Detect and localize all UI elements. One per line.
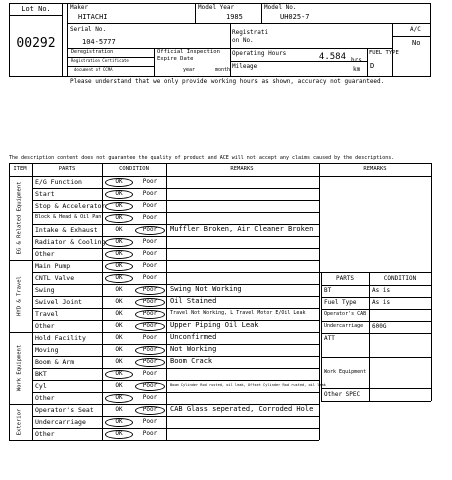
parts-column-border	[102, 163, 103, 440]
rule-line	[67, 23, 431, 24]
row-line	[32, 200, 319, 201]
condition-ok: OK	[115, 406, 123, 413]
poor-circle-mark	[135, 286, 165, 295]
condition-ok: OK	[115, 346, 123, 353]
side-header-line	[321, 285, 431, 286]
condition-poor: Poor	[142, 202, 158, 209]
year-label: year	[183, 67, 196, 73]
lot-no-value: 00292	[16, 36, 56, 51]
part-name: Intake & Exhaust	[35, 225, 98, 234]
remarks-header-line	[319, 176, 431, 177]
remark-text: Travel Not Working, L Travel Motor E/Oil Leak	[170, 310, 306, 316]
header-item: ITEM	[13, 166, 27, 172]
row-line	[32, 212, 319, 213]
condition-poor: Poor	[142, 310, 158, 317]
inspection-label: Official Inspection	[157, 49, 220, 55]
side-row-line	[321, 297, 431, 298]
row-line	[32, 308, 319, 309]
part-name: Main Pump	[35, 261, 71, 270]
group-label: HYD & Travel	[16, 276, 23, 316]
part-name: Block & Head & Oil Pan	[35, 213, 102, 220]
registration-label-cont: on No.	[232, 37, 254, 44]
condition-ok: OK	[115, 190, 123, 197]
part-name: Undercarriage	[35, 417, 86, 426]
side-part-name: Work Equipment	[324, 368, 367, 375]
row-line	[32, 428, 319, 429]
working-hours-notice: Please understand that we only provide working hours as shown, accuracy not guaranteed.	[70, 78, 385, 85]
ok-circle-mark	[105, 418, 133, 427]
part-name: Moving	[35, 345, 59, 354]
fuel-type-label: FUEL TYPE	[369, 50, 399, 56]
ok-circle-mark	[105, 274, 133, 283]
rule-line	[392, 36, 431, 37]
side-part-name: Other SPEC	[324, 390, 361, 398]
table-left-border	[9, 163, 10, 440]
row-line	[32, 272, 319, 273]
side-row-line	[321, 401, 431, 402]
side-part-name: Operator's CAB	[324, 311, 367, 317]
ok-circle-mark	[105, 250, 133, 259]
condition-ok: OK	[115, 370, 123, 377]
rule-line	[230, 23, 231, 77]
poor-circle-mark	[135, 322, 165, 331]
poor-circle-mark	[135, 310, 165, 319]
lot-label-divider	[9, 15, 63, 16]
condition-ok: OK	[115, 226, 123, 233]
condition-ok: OK	[115, 418, 123, 425]
ac-value: No	[412, 39, 421, 47]
part-name: Hold Facility	[35, 333, 86, 342]
condition-ok: OK	[115, 238, 123, 245]
part-name: Operator's Seat	[35, 405, 94, 414]
condition-poor: Poor	[142, 250, 158, 257]
condition-ok: OK	[115, 202, 123, 209]
quality-disclaimer: The description content does not guarantee the quality of product and ACE will not accept any claims caused by the descriptions.	[9, 155, 395, 161]
side-row-line	[321, 357, 431, 358]
group-label: Work Equipment	[16, 344, 23, 392]
rule-line	[230, 61, 367, 62]
right-remarks-border	[431, 163, 432, 272]
poor-circle-mark	[135, 226, 165, 235]
condition-ok: OK	[115, 286, 123, 293]
condition-poor: Poor	[142, 394, 158, 401]
condition-poor: Poor	[142, 346, 158, 353]
condition-ok: OK	[115, 382, 123, 389]
part-name: Other	[35, 321, 55, 330]
part-name: Travel	[35, 309, 59, 318]
condition-poor: Poor	[142, 238, 158, 245]
side-condition-value: 600G	[372, 323, 387, 330]
side-right-border	[431, 272, 432, 401]
condition-poor: Poor	[142, 322, 158, 329]
condition-poor: Poor	[142, 262, 158, 269]
row-line	[32, 392, 319, 393]
header-condition: CONDITION	[119, 166, 149, 172]
condition-poor: Poor	[142, 178, 158, 185]
model-no-label: Model No.	[264, 4, 297, 11]
model-year-label: Model Year	[198, 4, 235, 11]
ok-circle-mark	[105, 394, 133, 403]
table-header-line	[9, 176, 319, 177]
condition-poor: Poor	[142, 370, 158, 377]
group-label: Exterior	[16, 408, 23, 436]
km-unit: km	[353, 66, 361, 73]
part-name: E/G Function	[35, 177, 82, 186]
part-name: Other	[35, 249, 55, 258]
registration-certificate-label: Registration Certificate	[71, 58, 129, 63]
rule-line	[67, 48, 392, 49]
condition-poor: Poor	[142, 274, 158, 281]
part-name: Swing	[35, 285, 55, 294]
header-remarks: REMARKS	[230, 166, 254, 172]
ok-circle-mark	[105, 178, 133, 187]
condition-poor: Poor	[142, 214, 158, 221]
part-name: Stop & Accelerator	[35, 201, 106, 210]
side-part-name: BT	[324, 287, 332, 294]
item-column-border	[32, 163, 33, 440]
condition-ok: OK	[115, 178, 123, 185]
row-line	[32, 248, 319, 249]
remark-text: Upper Piping Oil Leak	[170, 321, 259, 329]
part-name: Boom & Arm	[35, 357, 75, 366]
ac-label: A/C	[410, 26, 421, 33]
group-line	[9, 260, 319, 261]
header-remarks-right: REMARKS	[363, 166, 387, 172]
condition-poor: Poor	[142, 430, 158, 437]
remark-text: Oil Stained	[170, 297, 217, 305]
document-ccma-label: document of CCMA	[74, 67, 113, 72]
part-name: Cyl	[35, 381, 47, 390]
lot-no-label: Lot No.	[21, 5, 51, 13]
fuel-type-value: D	[370, 62, 375, 70]
condition-poor: Poor	[142, 190, 158, 197]
condition-ok: OK	[115, 310, 123, 317]
remark-text: CAB Glass seperated, Corroded Hole	[170, 405, 314, 413]
month-label: month	[215, 67, 231, 73]
mileage-label: Mileage	[232, 63, 258, 70]
group-line	[9, 332, 319, 333]
remark-text: Boom Crack	[170, 357, 213, 365]
deregistration-label: Deregistration	[71, 49, 114, 55]
registration-label: Registrati	[232, 29, 269, 36]
remark-text: Not Working	[170, 345, 217, 353]
model-no-value: UH025-7	[280, 13, 310, 21]
condition-ok: OK	[115, 274, 123, 281]
condition-poor: Poor	[142, 418, 158, 425]
rule-line	[154, 48, 155, 77]
condition-poor: Poor	[142, 382, 158, 389]
part-name: Other	[35, 393, 55, 402]
table-top-line	[9, 163, 431, 164]
poor-circle-mark	[135, 346, 165, 355]
side-part-name: ATT	[324, 335, 335, 342]
side-header-condition: CONDITION	[383, 275, 417, 282]
side-row-line	[321, 333, 431, 334]
part-name: Radiator & Cooling	[35, 237, 106, 246]
condition-ok: OK	[115, 334, 123, 341]
condition-poor: Poor	[142, 298, 158, 305]
condition-poor: Poor	[142, 226, 158, 233]
row-line	[32, 188, 319, 189]
hours-unit: hrs	[351, 57, 362, 64]
ok-circle-mark	[105, 214, 133, 223]
side-part-name: Undercarriage	[324, 323, 364, 329]
side-part-name: Fuel Type	[324, 299, 357, 306]
condition-column-border	[166, 163, 167, 440]
condition-ok: OK	[115, 214, 123, 221]
rule-line	[367, 48, 368, 77]
header-parts: PARTS	[58, 166, 76, 172]
part-name: CNTL Valve	[35, 273, 75, 282]
poor-circle-mark	[135, 298, 165, 307]
operating-hours-value: 4.584	[318, 52, 346, 62]
ok-circle-mark	[105, 190, 133, 199]
condition-poor: Poor	[142, 334, 158, 341]
group-line	[9, 440, 319, 441]
part-name: BKT	[35, 369, 47, 378]
poor-circle-mark	[135, 406, 165, 415]
ok-circle-mark	[105, 262, 133, 271]
condition-ok: OK	[115, 358, 123, 365]
side-left-border	[321, 272, 322, 401]
serial-no-value: 104-5777	[82, 38, 116, 46]
expire-date-label: Expire Date	[157, 56, 194, 62]
remarks-column-border	[319, 163, 320, 440]
side-row-line	[321, 309, 431, 310]
remark-text: Unconfirmed	[170, 333, 217, 341]
side-header-parts: PARTS	[335, 275, 355, 282]
condition-ok: OK	[115, 322, 123, 329]
condition-ok: OK	[115, 394, 123, 401]
poor-circle-mark	[135, 358, 165, 367]
row-line	[32, 416, 319, 417]
serial-no-label: Serial No.	[70, 26, 107, 33]
condition-poor: Poor	[142, 406, 158, 413]
rule-line	[261, 3, 262, 23]
side-middle-border	[369, 272, 370, 401]
remark-text: Boom Cylinder Rod rusted, oil leak, Offset Cylinder Rod rusted, oil leak	[170, 382, 326, 387]
ok-circle-mark	[105, 430, 133, 439]
side-row-line	[321, 321, 431, 322]
ok-circle-mark	[105, 370, 133, 379]
side-row-line	[321, 388, 431, 389]
side-table-top	[321, 272, 431, 273]
maker-label: Maker	[70, 4, 89, 11]
poor-circle-mark	[135, 382, 165, 391]
ok-circle-mark	[105, 238, 133, 247]
row-line	[32, 236, 319, 237]
part-name: Start	[35, 189, 55, 198]
model-year-value: 1985	[226, 13, 243, 21]
part-name: Swivel Joint	[35, 297, 82, 306]
condition-ok: OK	[115, 430, 123, 437]
condition-poor: Poor	[142, 358, 158, 365]
row-line	[32, 368, 319, 369]
remark-text: Swing Not Working	[170, 285, 242, 293]
group-label: EG & Related Equipment	[16, 181, 23, 255]
maker-value: HITACHI	[78, 13, 108, 21]
row-line	[32, 380, 319, 381]
side-condition-value: As is	[372, 287, 391, 294]
condition-ok: OK	[115, 298, 123, 305]
condition-ok: OK	[115, 262, 123, 269]
operating-hours-label: Operating Hours	[232, 50, 287, 57]
condition-poor: Poor	[142, 286, 158, 293]
side-condition-value: As is	[372, 299, 391, 306]
remark-text: Muffler Broken, Air Cleaner Broken	[170, 225, 314, 233]
condition-ok: OK	[115, 250, 123, 257]
part-name: Other	[35, 429, 55, 438]
rule-line	[195, 3, 196, 23]
ok-circle-mark	[105, 202, 133, 211]
